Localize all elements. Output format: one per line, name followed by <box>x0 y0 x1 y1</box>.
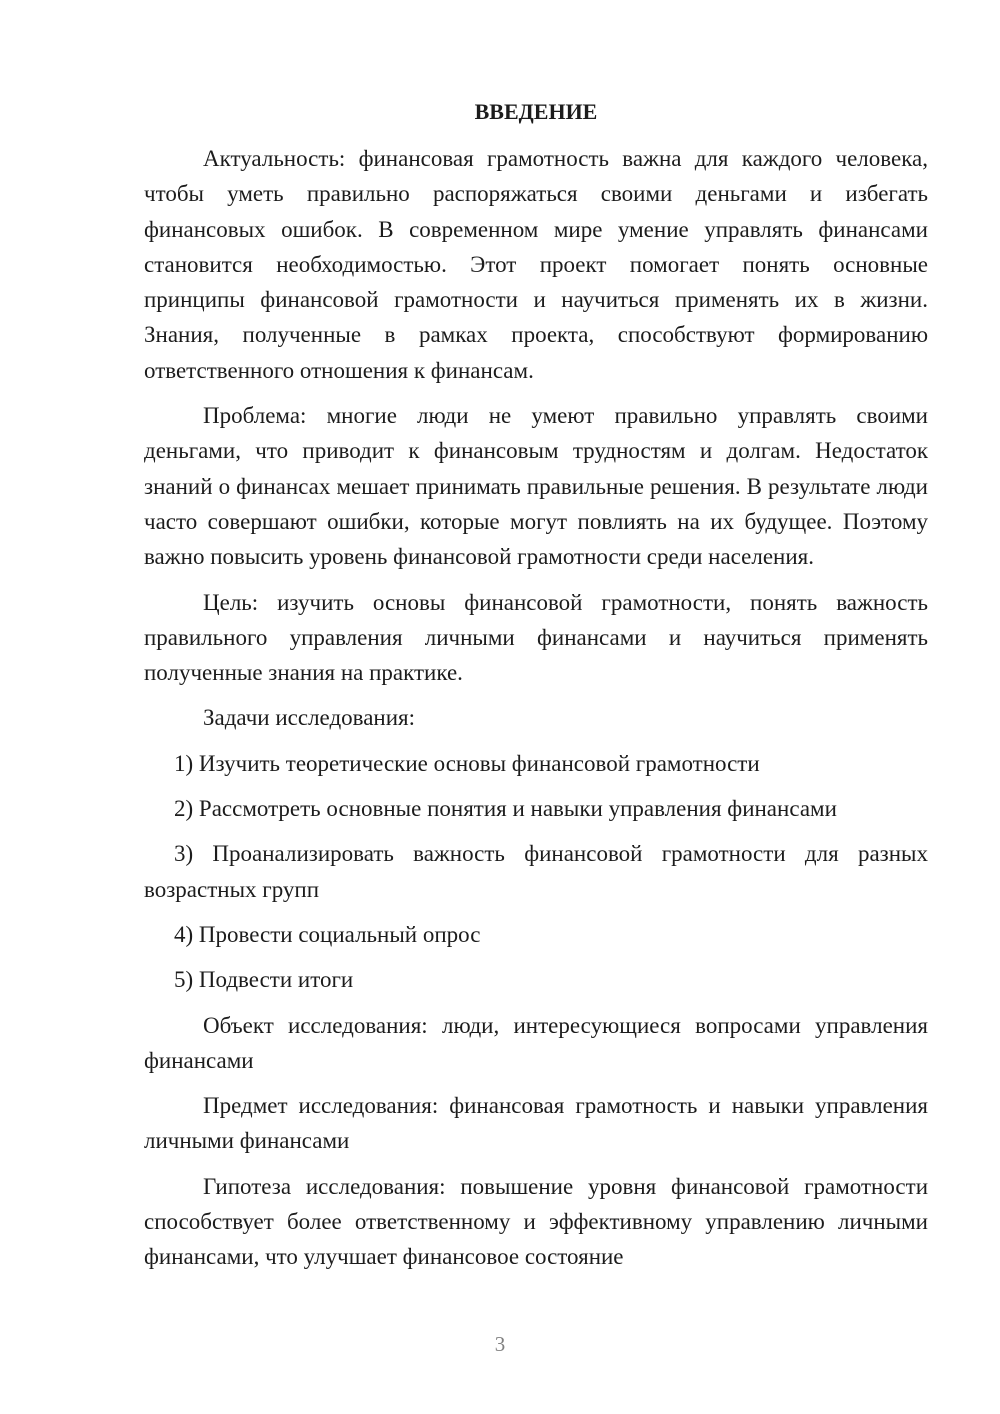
paragraph-subject: Предмет исследования: финансовая грамотность и навыки управления личными финансами <box>144 1093 928 1154</box>
paragraph-problem: Проблема: многие люди не умеют правильно управлять своими деньгами, что приводит к финансовым трудностям и долгам. Недостаток знаний о финансах мешает принимать правильные решения. В результате люди часто совершают ошибки, которые могут повлиять на их будущее. Поэтому важно повысить уровень финансовой грамотности среди населения. <box>144 403 928 570</box>
task-item: 5) Подвести итоги <box>174 967 354 993</box>
page-number: 3 <box>494 1332 506 1356</box>
paragraph-object: Объект исследования: люди, интересующиеся вопросами управления финансами <box>144 1012 928 1073</box>
page-content <box>144 94 928 1285</box>
task-item: 1) Изучить теоретические основы финансовой грамотности <box>174 750 760 776</box>
section-title: ВВЕДЕНИЕ <box>474 99 598 124</box>
paragraph-relevance: Актуальность: финансовая грамотность важна для каждого человека, чтобы уметь правильно распоряжаться своими деньгами и избегать финансовых ошибок. В современном мире умение управлять финансами становится необходимостью. Этот проект помогает понять основные принципы финансовой грамотности и научиться применять их в жизни. Знания, полученные в рамках проекта, способствуют формированию ответственного отношения к финансам. <box>144 146 928 383</box>
task-item: 4) Провести социальный опрос <box>174 921 481 947</box>
task-item: 2) Рассмотреть основные понятия и навыки управления финансами <box>174 796 837 822</box>
paragraph-goal: Цель: изучить основы финансовой грамотности, понять важность правильного управления личными финансами и научиться применять полученные знания на практике. <box>144 589 928 686</box>
paragraph-tasks-heading: Задачи исследования: <box>203 705 416 731</box>
task-item: 3) Проанализировать важность финансовой грамотности для разных возрастных групп <box>144 841 928 902</box>
paragraph-hypothesis: Гипотеза исследования: повышение уровня финансовой грамотности способствует более ответственному и эффективному управлению личными финансами, что улучшает финансовое состояние <box>144 1173 928 1270</box>
